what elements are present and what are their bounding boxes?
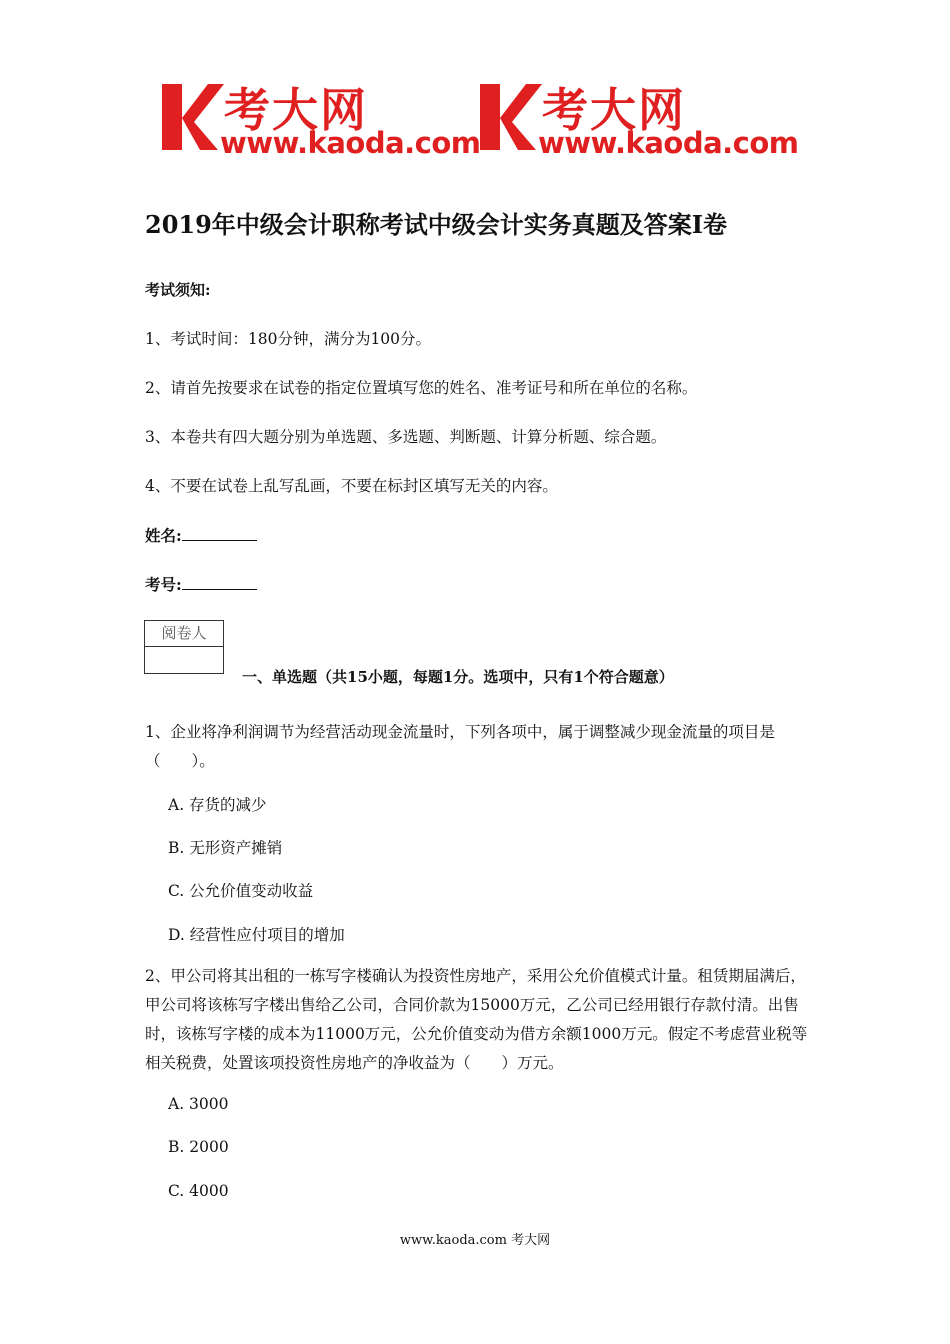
logo-brand-text: 考大网 (542, 83, 686, 137)
notice-item: 3、本卷共有四大题分别为单选题、多选题、判断题、计算分析题、综合题。 (145, 428, 667, 446)
name-field[interactable] (145, 524, 257, 546)
section-title: 一、单选题（共15小题，每题1分。选项中，只有1个符合题意） (242, 668, 674, 686)
document-title: 2019年中级会计职称考试中级会计实务真题及答案I卷 (145, 210, 728, 239)
id-field[interactable] (145, 573, 257, 595)
reviewer-box (144, 620, 224, 674)
name-label: 姓名: (145, 526, 182, 545)
notice-item: 4、不要在试卷上乱写乱画，不要在标封区填写无关的内容。 (145, 477, 558, 495)
question-1-text: 1、企业将净利润调节为经营活动现金流量时，下列各项中，属于调整减少现金流量的项目是（ ）。 (145, 723, 775, 770)
logo-url-text: www.kaoda.com (220, 126, 481, 160)
k-logo-icon (160, 82, 224, 152)
question-1-option-c: C. 公允价值变动收益 (168, 882, 314, 900)
notice-item: 2、请首先按要求在试卷的指定位置填写您的姓名、准考证号和所在单位的名称。 (145, 379, 698, 397)
name-blank[interactable] (182, 526, 257, 541)
question-2-option-b: B. 2000 (168, 1138, 229, 1156)
reviewer-label: 阅卷人 (145, 621, 223, 647)
question-1-option-d: D. 经营性应付项目的增加 (168, 926, 345, 944)
id-label: 考号: (145, 575, 182, 594)
question-2-option-c: C. 4000 (168, 1182, 229, 1200)
id-blank[interactable] (182, 575, 257, 590)
question-1-option-b: B. 无形资产摊销 (168, 839, 283, 857)
page-footer: www.kaoda.com 考大网 (399, 1233, 551, 1248)
question-1-option-a: A. 存货的减少 (168, 796, 267, 814)
question-2-text: 2、甲公司将其出租的一栋写字楼确认为投资性房地产，采用公允价值模式计量。租赁期届满后，甲公司将该栋写字楼出售给乙公司，合同价款为15000万元，乙公司已经用银行存款付清。出售时，该栋写字楼的成本为11000万元，公允价值变动为借方余额1000万元。假定不考虑营业税等相关税费，处置该项投资性房地产的净收益为（ ）万元。 (145, 967, 808, 1072)
notice-heading: 考试须知: (145, 281, 211, 299)
notice-item: 1、考试时间：180分钟，满分为100分。 (145, 330, 432, 348)
k-logo-icon (478, 82, 542, 152)
logo-brand-text: 考大网 (224, 83, 368, 137)
logo-url-text: www.kaoda.com (538, 126, 799, 160)
question-2-option-a: A. 3000 (168, 1095, 229, 1113)
